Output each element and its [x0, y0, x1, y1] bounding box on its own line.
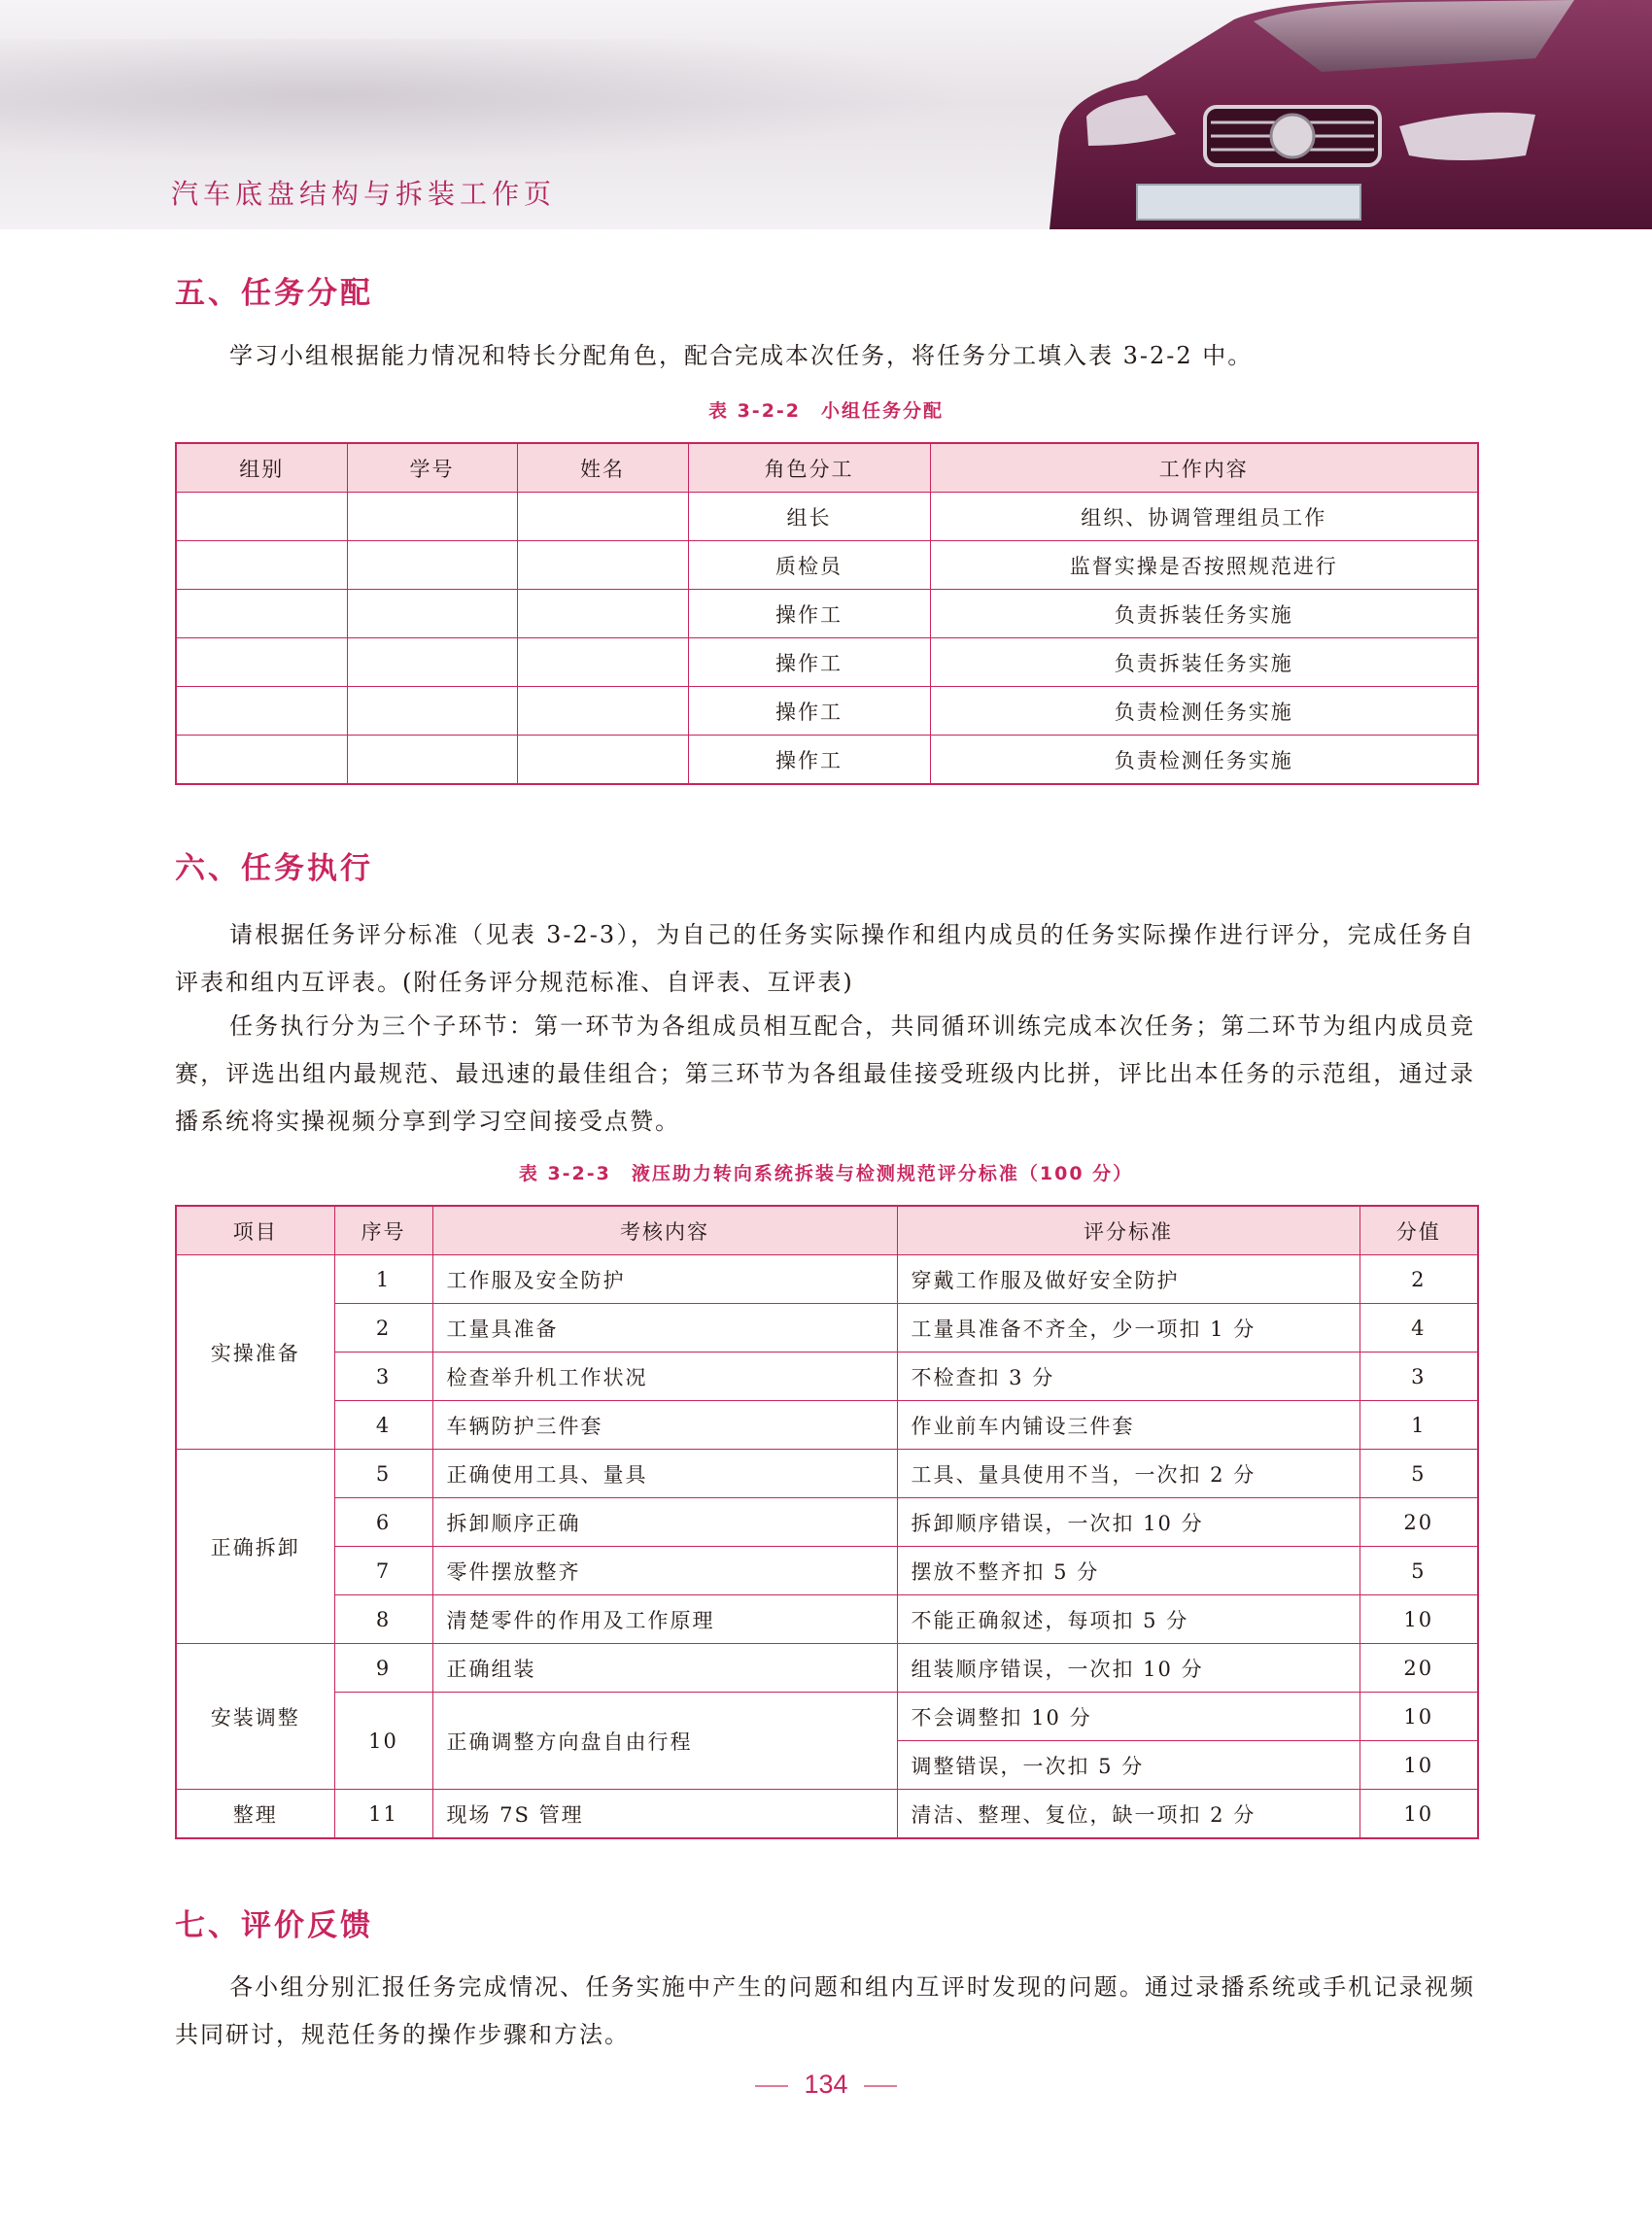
table-row: [176, 1547, 1478, 1595]
serial-cell: 9: [334, 1644, 432, 1693]
table-row: [176, 1401, 1478, 1450]
project-cell: 整理: [176, 1790, 334, 1839]
criteria-cell: 不检查扣 3 分: [897, 1353, 1359, 1401]
section-title-task-allocation: 五、任务分配: [175, 276, 373, 311]
table-header-row: [176, 443, 1478, 493]
header-cell: 工作内容: [930, 443, 1478, 493]
table-row: [176, 638, 1478, 687]
criteria-cell: 作业前车内铺设三件套: [897, 1401, 1359, 1450]
content-cell: 正确调整方向盘自由行程: [432, 1693, 897, 1790]
score-cell: 20: [1359, 1498, 1478, 1547]
work-cell: 负责拆装任务实施: [930, 590, 1478, 638]
car-illustration: [991, 0, 1652, 229]
serial-cell: 4: [334, 1401, 432, 1450]
criteria-cell: 组装顺序错误，一次扣 10 分: [897, 1644, 1359, 1693]
content-cell: 零件摆放整齐: [432, 1547, 897, 1595]
page-footer: [0, 2070, 1652, 2100]
name-cell: [517, 493, 688, 541]
score-cell: 3: [1359, 1353, 1478, 1401]
table-row: [176, 493, 1478, 541]
header-banner: [0, 0, 1652, 229]
serial-cell: 11: [334, 1790, 432, 1839]
name-cell: [517, 590, 688, 638]
role-cell: 操作工: [688, 590, 930, 638]
serial-cell: 10: [334, 1693, 432, 1790]
header-cell: 组别: [176, 443, 347, 493]
score-cell: 4: [1359, 1304, 1478, 1353]
group-cell: [176, 638, 347, 687]
name-cell: [517, 638, 688, 687]
group-cell: [176, 687, 347, 736]
role-cell: 操作工: [688, 687, 930, 736]
header-cell: 序号: [334, 1206, 432, 1255]
score-cell: 10: [1359, 1595, 1478, 1644]
role-cell: 操作工: [688, 638, 930, 687]
serial-cell: 8: [334, 1595, 432, 1644]
name-cell: [517, 541, 688, 590]
score-cell: 5: [1359, 1450, 1478, 1498]
scoring-criteria-table: [175, 1205, 1479, 1839]
table-header-row: [176, 1206, 1478, 1255]
header-cell: 项目: [176, 1206, 334, 1255]
role-cell: 质检员: [688, 541, 930, 590]
content-cell: 工量具准备: [432, 1304, 897, 1353]
score-cell: 1: [1359, 1401, 1478, 1450]
criteria-cell: 工具、量具使用不当，一次扣 2 分: [897, 1450, 1359, 1498]
serial-cell: 6: [334, 1498, 432, 1547]
table-row: [176, 1693, 1478, 1741]
content-cell: 拆卸顺序正确: [432, 1498, 897, 1547]
table-row: [176, 1255, 1478, 1304]
group-cell: [176, 736, 347, 785]
serial-cell: 2: [334, 1304, 432, 1353]
header-cell: 姓名: [517, 443, 688, 493]
student-id-cell: [347, 736, 517, 785]
table-row: [176, 1450, 1478, 1498]
mist-decoration: [0, 39, 1088, 175]
section-title-evaluation-feedback: 七、评价反馈: [175, 1908, 373, 1943]
serial-cell: 5: [334, 1450, 432, 1498]
criteria-cell: 工量具准备不齐全，少一项扣 1 分: [897, 1304, 1359, 1353]
student-id-cell: [347, 687, 517, 736]
table-row: [176, 590, 1478, 638]
table-caption-3-2-2: 表 3-2-2 小组任务分配: [707, 400, 945, 422]
score-cell: 10: [1359, 1741, 1478, 1790]
student-id-cell: [347, 638, 517, 687]
running-header: 汽车底盘结构与拆装工作页: [171, 178, 557, 210]
content-cell: 清楚零件的作用及工作原理: [432, 1595, 897, 1644]
table-row: [176, 1353, 1478, 1401]
serial-cell: 7: [334, 1547, 432, 1595]
table-row: [176, 541, 1478, 590]
student-id-cell: [347, 541, 517, 590]
score-cell: 5: [1359, 1547, 1478, 1595]
criteria-cell: 拆卸顺序错误，一次扣 10 分: [897, 1498, 1359, 1547]
content-cell: 工作服及安全防护: [432, 1255, 897, 1304]
criteria-cell: 穿戴工作服及做好安全防护: [897, 1255, 1359, 1304]
footer-dash-left: [755, 2085, 788, 2087]
content-cell: 现场 7S 管理: [432, 1790, 897, 1839]
project-cell: 实操准备: [176, 1255, 334, 1450]
header-cell: 考核内容: [432, 1206, 897, 1255]
role-cell: 操作工: [688, 736, 930, 785]
criteria-cell: 不会调整扣 10 分: [897, 1693, 1359, 1741]
table-row: [176, 1498, 1478, 1547]
criteria-cell: 不能正确叙述，每项扣 5 分: [897, 1595, 1359, 1644]
work-cell: 组织、协调管理组员工作: [930, 493, 1478, 541]
student-id-cell: [347, 590, 517, 638]
content-cell: 检查举升机工作状况: [432, 1353, 897, 1401]
content-cell: 车辆防护三件套: [432, 1401, 897, 1450]
group-task-table: [175, 442, 1479, 785]
group-cell: [176, 493, 347, 541]
work-cell: 监督实操是否按照规范进行: [930, 541, 1478, 590]
work-cell: 负责拆装任务实施: [930, 638, 1478, 687]
serial-cell: 3: [334, 1353, 432, 1401]
page-number: 134: [804, 2070, 848, 2099]
work-cell: 负责检测任务实施: [930, 687, 1478, 736]
score-cell: 10: [1359, 1693, 1478, 1741]
group-cell: [176, 541, 347, 590]
score-cell: 2: [1359, 1255, 1478, 1304]
section-title-task-execution: 六、任务执行: [175, 851, 373, 886]
serial-cell: 1: [334, 1255, 432, 1304]
table-row: [176, 687, 1478, 736]
project-cell: 安装调整: [176, 1644, 334, 1790]
table-row: [176, 1790, 1478, 1839]
header-cell: 评分标准: [897, 1206, 1359, 1255]
section5-intro: 学习小组根据能力情况和特长分配角色，配合完成本次任务，将任务分工填入表 3-2-2 中。: [229, 342, 1254, 369]
footer-dash-right: [864, 2085, 897, 2087]
name-cell: [517, 687, 688, 736]
project-cell: 正确拆卸: [176, 1450, 334, 1644]
group-cell: [176, 590, 347, 638]
section6-paragraph-1: 请根据任务评分标准（见表 3-2-3），为自己的任务实际操作和组内成员的任务实际操作进行评分，完成任务自评表和组内互评表。(附任务评分规范标准、自评表、互评表): [175, 921, 1475, 996]
criteria-cell: 调整错误，一次扣 5 分: [897, 1741, 1359, 1790]
table-row: [176, 736, 1478, 785]
content-cell: 正确组装: [432, 1644, 897, 1693]
header-cell: 学号: [347, 443, 517, 493]
content-cell: 正确使用工具、量具: [432, 1450, 897, 1498]
student-id-cell: [347, 493, 517, 541]
section6-paragraph-2: 任务执行分为三个子环节：第一环节为各组成员相互配合，共同循环训练完成本次任务；第二环节为组内成员竞赛，评选出组内最规范、最迅速的最佳组合；第三环节为各组最佳接受班级内比拼，评比出本任务的示范组，通过录播系统将实操视频分享到学习空间接受点赞。: [175, 1012, 1475, 1135]
table-row: [176, 1595, 1478, 1644]
table-row: [176, 1304, 1478, 1353]
role-cell: 组长: [688, 493, 930, 541]
header-cell: 角色分工: [688, 443, 930, 493]
score-cell: 20: [1359, 1644, 1478, 1693]
section7-paragraph: 各小组分别汇报任务完成情况、任务实施中产生的问题和组内互评时发现的问题。通过录播系统或手机记录视频共同研讨，规范任务的操作步骤和方法。: [175, 1973, 1475, 2048]
table-row: [176, 1644, 1478, 1693]
header-cell: 分值: [1359, 1206, 1478, 1255]
criteria-cell: 摆放不整齐扣 5 分: [897, 1547, 1359, 1595]
work-cell: 负责检测任务实施: [930, 736, 1478, 785]
criteria-cell: 清洁、整理、复位，缺一项扣 2 分: [897, 1790, 1359, 1839]
score-cell: 10: [1359, 1790, 1478, 1839]
table-caption-3-2-3: 表 3-2-3 液压助力转向系统拆装与检测规范评分标准（100 分）: [518, 1163, 1134, 1184]
name-cell: [517, 736, 688, 785]
